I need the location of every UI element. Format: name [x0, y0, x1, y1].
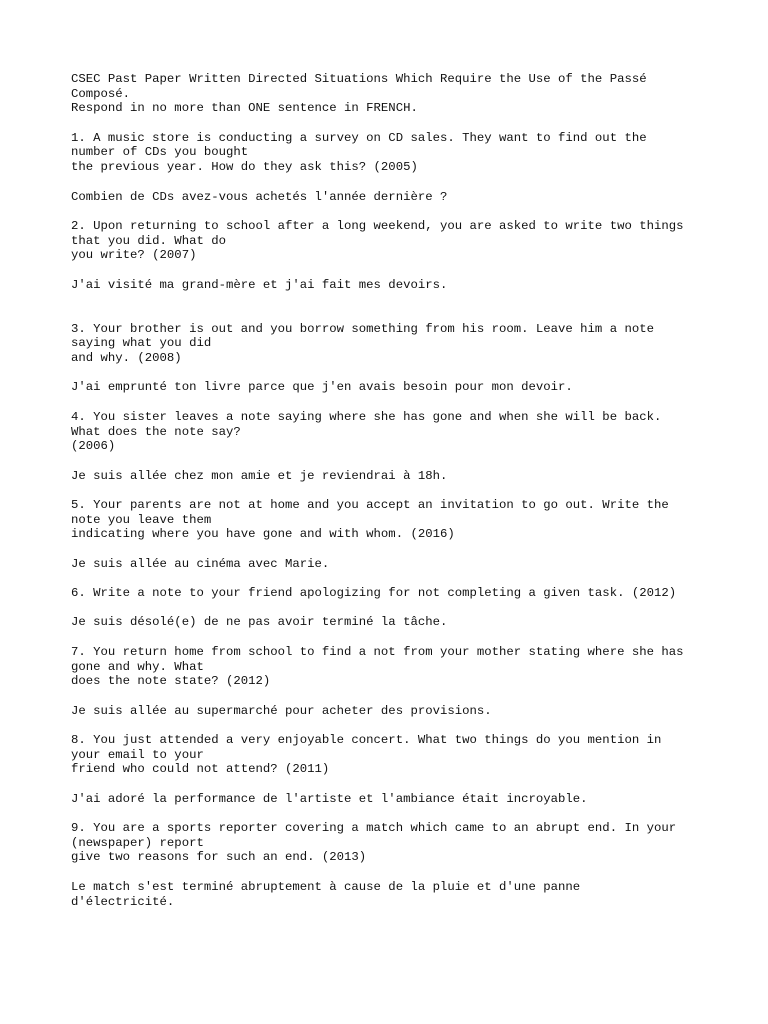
question-text: that you did. What do: [71, 233, 226, 248]
question-text: 7. You return home from school to find a not from your mother stating where she has: [71, 644, 684, 659]
document-instructions: Respond in no more than ONE sentence in FRENCH.: [71, 101, 418, 116]
answer-text: Je suis désolé(e) de ne pas avoir terminé la tâche.: [71, 615, 448, 630]
question-text: 4. You sister leaves a note saying where she has gone and when she will be back.: [71, 409, 662, 424]
answer-text: Je suis allée au supermarché pour acheter des provisions.: [71, 703, 492, 718]
question-item-4: [71, 410, 711, 483]
question-text: the previous year. How do they ask this? (2005): [71, 160, 418, 175]
question-item-1: [71, 131, 711, 204]
answer-text: J'ai adoré la performance de l'artiste et l'ambiance était incroyable.: [71, 791, 588, 806]
document-title-line-2: Composé.: [71, 86, 131, 101]
answer-text: Combien de CDs avez-vous achetés l'année dernière ?: [71, 189, 448, 204]
question-text: What does the note say?: [71, 424, 241, 439]
answer-text: J'ai emprunté ton livre parce que j'en avais besoin pour mon devoir.: [71, 380, 573, 395]
document-header: [71, 72, 711, 116]
question-text: 8. You just attended a very enjoyable concert. What two things do you mention in: [71, 732, 662, 747]
question-text: 6. Write a note to your friend apologizing for not completing a given task. (2012): [71, 586, 677, 601]
answer-text: Le match s'est terminé abruptement à cause de la pluie et d'une panne: [71, 879, 581, 894]
question-text: 1. A music store is conducting a survey on CD sales. They want to find out the: [71, 130, 647, 145]
question-text: (newspaper) report: [71, 835, 204, 850]
question-text: 3. Your brother is out and you borrow something from his room. Leave him a note: [71, 321, 654, 336]
question-item-6: [71, 586, 711, 630]
question-text: 2. Upon returning to school after a long weekend, you are asked to write two things: [71, 218, 684, 233]
question-text: and why. (2008): [71, 351, 182, 366]
question-text: indicating where you have gone and with whom. (2016): [71, 527, 455, 542]
answer-text: Je suis allée chez mon amie et je reviendrai à 18h.: [71, 468, 448, 483]
question-text: your email to your: [71, 747, 204, 762]
question-text: you write? (2007): [71, 248, 197, 263]
question-text: (2006): [71, 439, 116, 454]
question-text: note you leave them: [71, 512, 212, 527]
question-item-7: [71, 645, 711, 718]
question-item-2: [71, 219, 711, 292]
question-text: number of CDs you bought: [71, 145, 249, 160]
question-text: 5. Your parents are not at home and you accept an invitation to go out. Write the: [71, 497, 669, 512]
answer-text: J'ai visité ma grand-mère et j'ai fait mes devoirs.: [71, 277, 448, 292]
answer-text: Je suis allée au cinéma avec Marie.: [71, 556, 330, 571]
answer-text: d'électricité.: [71, 894, 175, 909]
question-text: friend who could not attend? (2011): [71, 762, 330, 777]
question-text: gone and why. What: [71, 659, 204, 674]
question-item-9: [71, 821, 711, 909]
question-item-5: [71, 498, 711, 571]
document-title-line-1: CSEC Past Paper Written Directed Situations Which Require the Use of the Passé: [71, 72, 647, 86]
question-text: saying what you did: [71, 336, 212, 351]
question-item-8: [71, 733, 711, 806]
question-item-3: [71, 322, 711, 395]
question-text: give two reasons for such an end. (2013): [71, 850, 367, 865]
document-page: [71, 72, 711, 909]
question-text: 9. You are a sports reporter covering a match which came to an abrupt end. In your: [71, 821, 677, 836]
question-text: does the note state? (2012): [71, 674, 271, 689]
